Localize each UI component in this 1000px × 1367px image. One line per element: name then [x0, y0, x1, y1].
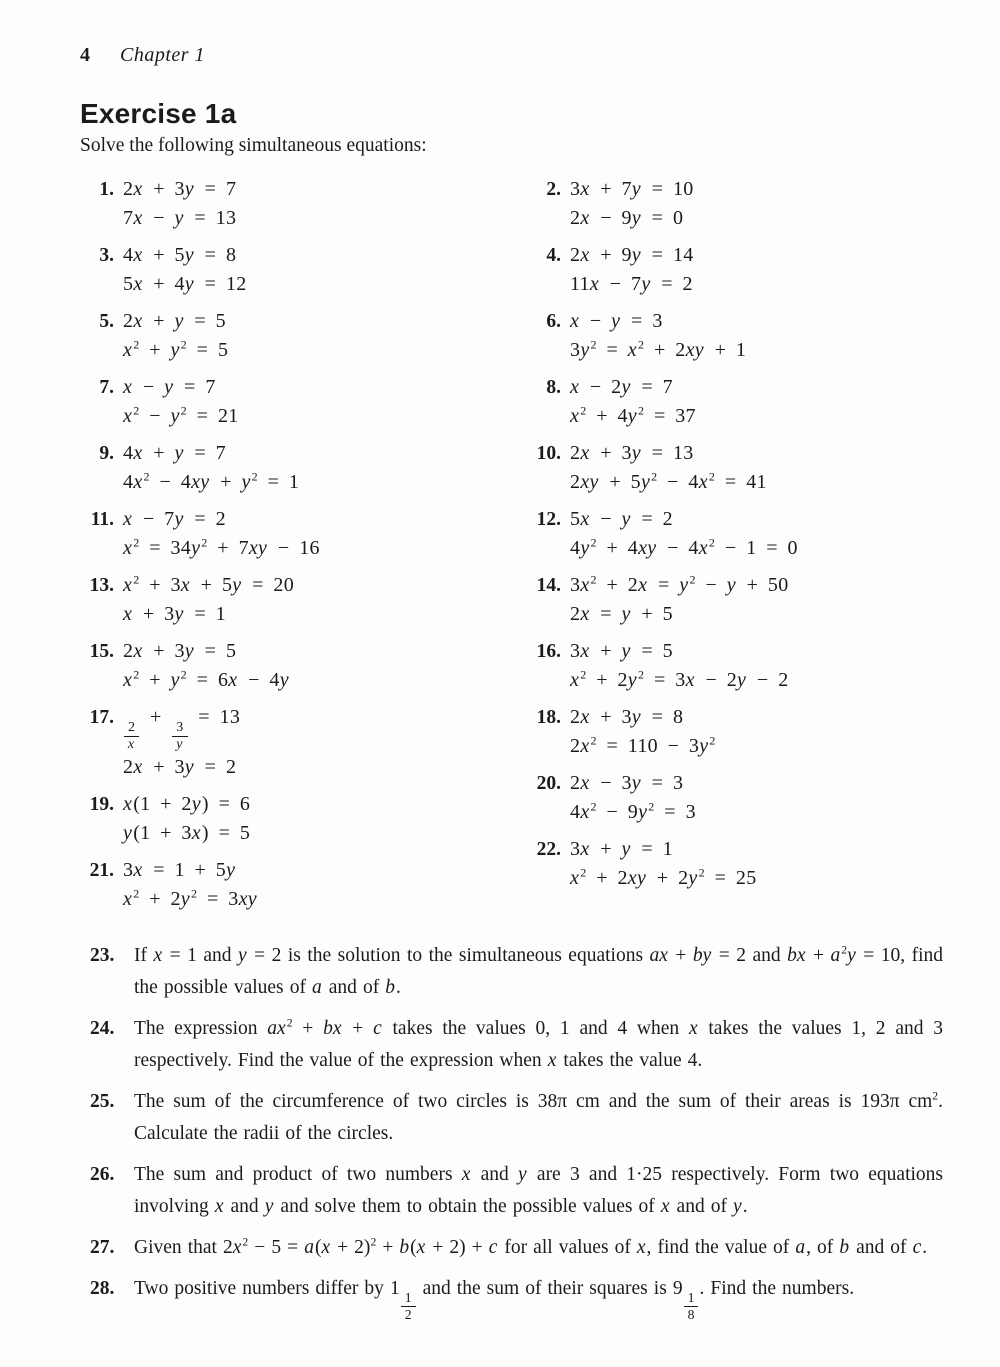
equation-line: $3y^2 = x^2 + 2xy + 1$: [570, 337, 747, 361]
equation-line: $x^2 - y^2 = 21$: [123, 403, 239, 427]
exercise-intro: Solve the following simultaneous equations:: [80, 135, 427, 156]
equation-line: 2x + y = 5: [123, 310, 226, 332]
equation-line: x − y = 3: [570, 310, 663, 332]
problem-text: If x = 1 and y = 2 is the solution to the simultaneous equations ax + by = 2 and bx + $a^2y = 10$, find the possible values of a and of b.: [134, 943, 943, 999]
problem-item: [527, 769, 955, 827]
problem-number: 4.: [546, 245, 561, 266]
problem-item: [80, 373, 527, 431]
equation-line: $x^2 + y^2 = 6x - 4y$: [123, 667, 289, 691]
problem-text: The sum of the circumference of two circles is 38π cm and the sum of their areas is 193π $cm^2$. Calculate the radii of the circles.: [134, 1089, 943, 1145]
problem-equations: [570, 373, 696, 431]
problem-equations: [123, 505, 320, 563]
equation-line: $3x^2 + 2x = y^2 - y + 50$: [570, 572, 789, 596]
equation-line: $2x^2 = 110 - 3y^2$: [570, 733, 716, 757]
word-problem: [90, 940, 955, 1004]
problem-number: 2.: [546, 179, 561, 200]
problem-item: [80, 241, 527, 299]
equation-line: 5x − y = 2: [570, 508, 673, 530]
problem-equations: [123, 241, 247, 299]
equation-line: $x^2 = 34y^2 + 7xy - 16$: [123, 535, 320, 559]
problems-column-left: [80, 175, 527, 922]
problem-item: [527, 505, 955, 563]
equation-line: 5x + 4y = 12: [123, 273, 247, 295]
equation-line: x − 2y = 7: [570, 376, 673, 398]
equation-line: 2x + 3y = 7: [123, 178, 237, 200]
problem-item: [80, 175, 527, 233]
problem-item: [527, 307, 955, 365]
equation-line: $x^2 + 2y^2 = 3x - 2y - 2$: [570, 667, 789, 691]
problem-equations: [123, 790, 250, 848]
equation-line: 2x + 3y = 13: [570, 442, 694, 464]
equation-line: x(1 + 2y) = 6: [123, 793, 251, 816]
problem-number: 18.: [536, 707, 561, 728]
problem-equations: [570, 637, 789, 695]
problem-equations: [570, 571, 789, 629]
problem-number: 12.: [536, 509, 561, 530]
equation-line: $2xy + 5y^2 - 4x^2 = 41$: [570, 469, 767, 493]
page-number: 4: [80, 44, 90, 66]
fraction: $\frac{2}{x}$: [124, 721, 139, 753]
problem-number: 28.: [90, 1278, 115, 1300]
equation-line: $x^2 + 4y^2 = 37$: [570, 403, 696, 427]
problem-equations: [123, 175, 236, 233]
problem-equations: [570, 703, 716, 761]
problem-equations: [123, 373, 239, 431]
equation-line: $\frac{2}{x}$ + $\frac{3}{y}$ = 13: [123, 703, 240, 753]
problem-equations: [123, 703, 240, 782]
problem-equations: [123, 307, 228, 365]
problem-item: [80, 307, 527, 365]
problem-number: 16.: [536, 641, 561, 662]
problem-number: 22.: [536, 839, 561, 860]
equation-line: 7x − y = 13: [123, 207, 237, 229]
equation-line: 4x + y = 7: [123, 442, 226, 464]
exercise-title: Exercise 1a: [80, 98, 237, 129]
problem-equations: [570, 307, 746, 365]
problem-item: [527, 373, 955, 431]
problem-item: [80, 856, 527, 914]
equation-line: x − 7y = 2: [123, 508, 226, 530]
problem-number: 7.: [99, 377, 114, 398]
word-problem: [90, 1013, 955, 1077]
equation-line: 3x = 1 + 5y: [123, 859, 236, 882]
problem-item: [80, 703, 527, 782]
equation-line: $4y^2 + 4xy - 4x^2 - 1 = 0$: [570, 535, 798, 559]
equation-line: $x^2 + y^2 = 5$: [123, 337, 229, 361]
equation-line: $x^2 + 2xy + 2y^2 = 25$: [570, 865, 757, 889]
problem-number: 17.: [89, 707, 114, 728]
problem-item: [527, 571, 955, 629]
fraction: $\frac{1}{8}$: [684, 1291, 699, 1323]
equation-line: 11x − 7y = 2: [570, 273, 693, 295]
problem-item: [527, 835, 955, 893]
word-problems-section: [80, 940, 955, 1322]
equation-line: 2x = y + 5: [570, 603, 673, 625]
problem-item: [80, 439, 527, 497]
problem-item: [80, 790, 527, 848]
equation-line: 2x + 3y = 8: [570, 706, 684, 728]
problem-number: 24.: [90, 1018, 115, 1040]
equation-line: $4x^2 - 4xy + y^2 = 1$: [123, 469, 300, 493]
equation-line: 3x + y = 5: [570, 640, 673, 662]
fraction: $\frac{1}{2}$: [401, 1291, 416, 1323]
problem-equations: [570, 175, 694, 233]
problem-equations: [570, 241, 694, 299]
equation-line: $4x^2 - 9y^2 = 3$: [570, 799, 696, 823]
problem-equations: [123, 856, 258, 914]
problem-number: 15.: [89, 641, 114, 662]
problem-number: 25.: [90, 1091, 115, 1113]
problem-number: 14.: [536, 575, 561, 596]
equation-line: 2x − 9y = 0: [570, 207, 684, 229]
equation-line: y(1 + 3x) = 5: [123, 822, 251, 845]
equation-line: $x^2 + 2y^2 = 3xy$: [123, 886, 257, 911]
problem-item: [80, 637, 527, 695]
problem-item: [527, 175, 955, 233]
problem-number: 11.: [90, 509, 114, 530]
problems-grid: [80, 175, 955, 922]
problem-number: 19.: [89, 794, 114, 816]
problem-number: 6.: [546, 311, 561, 332]
problem-number: 3.: [99, 245, 114, 266]
problem-equations: [570, 835, 757, 893]
problem-text: Two positive numbers differ by 1 $\frac{1}{2}$ and the sum of their squares is 9 $\frac{1}{8}$ . Find the numbers.: [134, 1278, 855, 1322]
problem-item: [80, 571, 527, 629]
word-problem: [90, 1232, 955, 1264]
problem-item: [527, 439, 955, 497]
problem-text: The sum and product of two numbers x and y are 3 and 1·25 respectively. Form two equations involving x and y and solve them to obtain the possible values of x and of y.: [134, 1164, 943, 1218]
problem-number: 27.: [90, 1237, 115, 1259]
problems-column-right: [527, 175, 955, 922]
problem-number: 21.: [89, 860, 114, 882]
problem-equations: [570, 769, 696, 827]
problem-equations: [570, 505, 798, 563]
word-problem: [90, 1086, 955, 1150]
equation-line: $x^2 + 3x + 5y = 20$: [123, 572, 295, 596]
equation-line: 4x + 5y = 8: [123, 244, 237, 266]
problem-text: The expression $ax^2$ + bx + c takes the values 0, 1 and 4 when x takes the values 1, 2 and 3 respectively. Find the value of the expression when x takes the value 4.: [134, 1016, 944, 1072]
problem-number: 9.: [99, 443, 114, 464]
problem-number: 8.: [546, 377, 561, 398]
problem-number: 13.: [89, 575, 114, 596]
equation-line: x + 3y = 1: [123, 603, 226, 625]
problem-number: 20.: [536, 773, 561, 794]
problem-number: 5.: [99, 311, 114, 332]
problem-equations: [570, 439, 767, 497]
equation-line: 3x + 7y = 10: [570, 178, 694, 200]
problem-item: [527, 637, 955, 695]
fraction: $\frac{3}{y}$: [172, 721, 187, 753]
equation-line: 2x − 3y = 3: [570, 772, 684, 794]
problem-item: [80, 505, 527, 563]
problem-equations: [123, 637, 290, 695]
equation-line: 3x + y = 1: [570, 838, 673, 860]
equation-line: x − y = 7: [123, 376, 216, 398]
problem-text: Given that $2x^2 - 5 = a(x + 2)^2 + b(x + 2) + c$ for all values of x, find the value of a, of b and of c.: [134, 1235, 928, 1259]
page-header: [80, 42, 955, 68]
equation-line: 2x + 3y = 2: [123, 756, 237, 779]
word-problem: [90, 1273, 955, 1322]
problem-equations: [123, 571, 294, 629]
problem-item: [527, 703, 955, 761]
problem-item: [527, 241, 955, 299]
problem-number: 23.: [90, 945, 115, 967]
problem-number: 1.: [99, 179, 114, 200]
problem-number: 10.: [536, 443, 561, 464]
word-problem: [90, 1159, 955, 1223]
equation-line: 2x + 3y = 5: [123, 640, 237, 662]
equation-line: 2x + 9y = 14: [570, 244, 694, 266]
problem-equations: [123, 439, 299, 497]
chapter-title: Chapter 1: [120, 44, 206, 66]
problem-number: 26.: [90, 1164, 115, 1186]
